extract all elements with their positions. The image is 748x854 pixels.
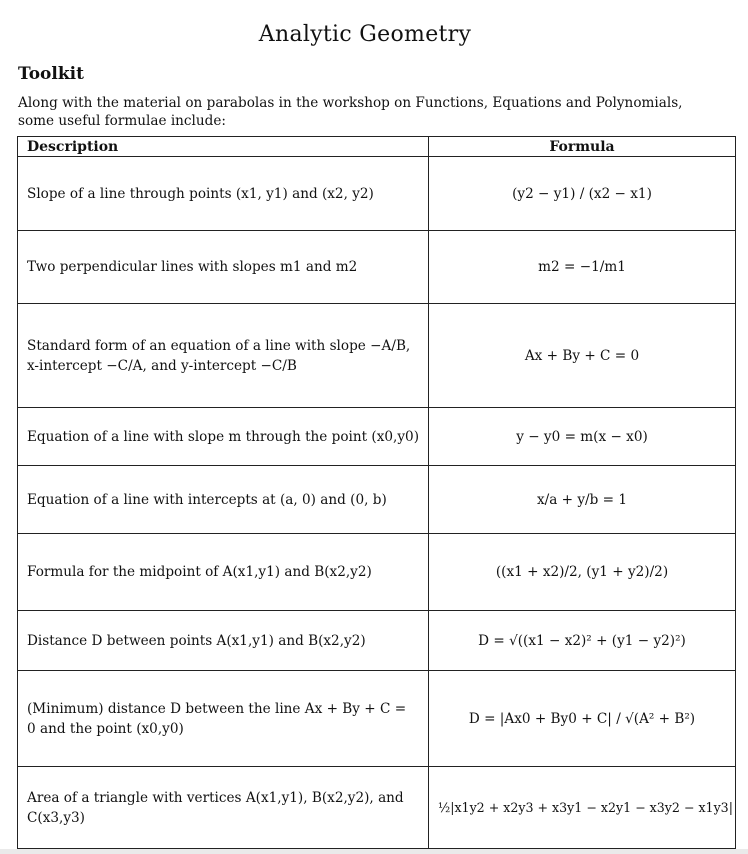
table-row — [18, 671, 736, 767]
row-description: Slope of a line through points (x1, y1) and (x2, y2) — [18, 157, 429, 231]
table-header-row — [18, 137, 736, 157]
header-description: Description — [18, 137, 429, 157]
row-formula: ½|x1y2 + x2y3 + x3y1 − x2y1 − x3y2 − x1y3| — [429, 767, 736, 849]
row-formula: m2 = −1/m1 — [429, 231, 736, 304]
row-description: (Minimum) distance D between the line Ax + By + C = 0 and the point (x0,y0) — [18, 671, 429, 767]
formula-table — [17, 136, 736, 849]
row-formula: ((x1 + x2)/2, (y1 + y2)/2) — [429, 534, 736, 611]
page-title: Analytic Geometry — [258, 22, 472, 47]
section-title: Toolkit — [18, 64, 84, 84]
table-row — [18, 408, 736, 466]
row-description: Equation of a line with intercepts at (a, 0) and (0, b) — [18, 466, 429, 534]
table-row — [18, 304, 736, 408]
row-description: Area of a triangle with vertices A(x1,y1), B(x2,y2), and C(x3,y3) — [18, 767, 429, 849]
row-description: Two perpendicular lines with slopes m1 and m2 — [18, 231, 429, 304]
table-row — [18, 466, 736, 534]
row-description: Formula for the midpoint of A(x1,y1) and B(x2,y2) — [18, 534, 429, 611]
row-formula: Ax + By + C = 0 — [429, 304, 736, 408]
table-row — [18, 534, 736, 611]
bottom-scrollbar-track — [0, 849, 748, 854]
row-formula: D = |Ax0 + By0 + C| / √(A² + B²) — [429, 671, 736, 767]
header-formula: Formula — [429, 137, 736, 157]
row-description: Equation of a line with slope m through the point (x0,y0) — [18, 408, 429, 466]
row-formula: x/a + y/b = 1 — [429, 466, 736, 534]
table-row — [18, 231, 736, 304]
row-formula: (y2 − y1) / (x2 − x1) — [429, 157, 736, 231]
row-formula: D = √((x1 − x2)² + (y1 − y2)²) — [429, 611, 736, 671]
table-row — [18, 157, 736, 231]
table-row — [18, 611, 736, 671]
row-description: Distance D between points A(x1,y1) and B(x2,y2) — [18, 611, 429, 671]
intro-paragraph: Along with the material on parabolas in the workshop on Functions, Equations and Polynomials, some useful formulae include: — [18, 95, 683, 129]
table-row — [18, 767, 736, 849]
row-description: Standard form of an equation of a line with slope −A/B, x-intercept −C/A, and y-intercept −C/B — [18, 304, 429, 408]
row-formula: y − y0 = m(x − x0) — [429, 408, 736, 466]
